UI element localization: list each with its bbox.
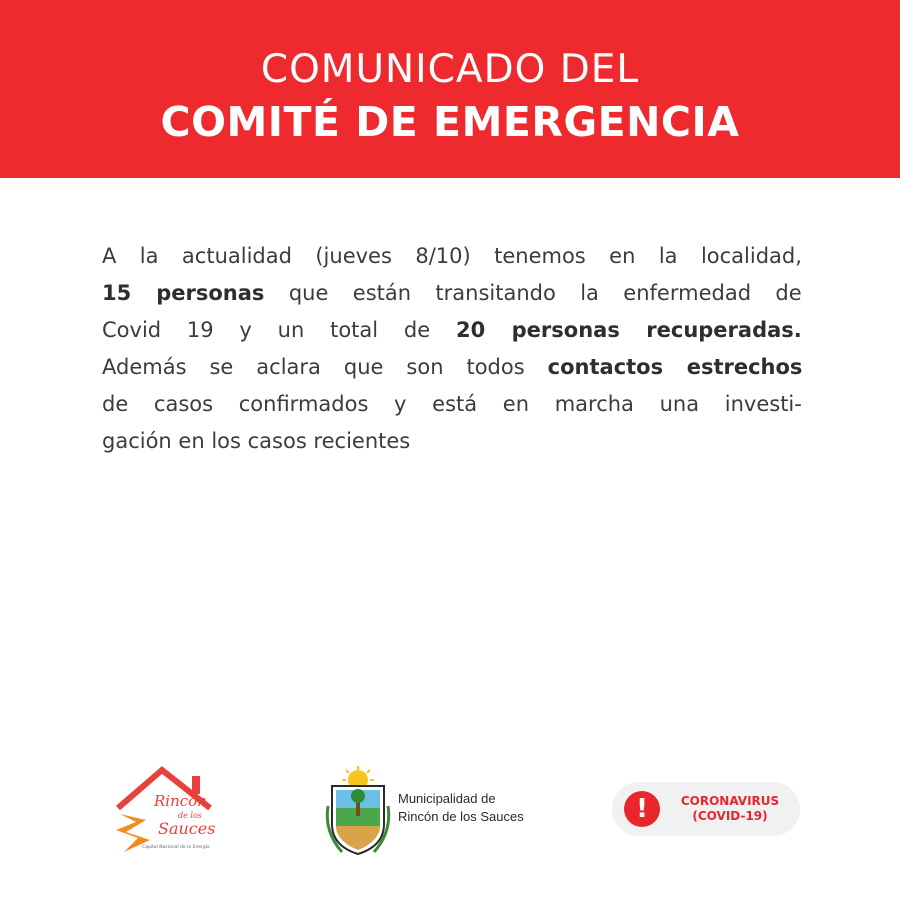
logo-word-sauces: Sauces [158, 819, 216, 838]
recovered-count-bold: 20 personas recuperadas. [455, 318, 802, 342]
body-line-2-text: que están transitando la enfermedad de [264, 281, 802, 305]
announcement-body [102, 238, 802, 460]
header-title-line1: COMUNICADO DEL [260, 47, 640, 92]
body-line-4-text: Además se aclara que son todos [102, 355, 548, 379]
infected-count-bold: 15 personas [102, 281, 265, 305]
coronavirus-label-line1: CORONAVIRUS [680, 794, 780, 808]
municipality-name [398, 790, 524, 826]
body-line-1: A la actualidad (jueves 8/10) tenemos en la localidad, [102, 244, 802, 268]
header-banner [0, 0, 900, 178]
municipality-logo [322, 766, 562, 858]
body-line-3-text: Covid 19 y un total de [102, 318, 456, 342]
logo-word-rincon: Rincón [154, 792, 207, 810]
body-line-4 [102, 349, 802, 386]
coronavirus-label-line2: (COVID-19) [692, 809, 768, 823]
logo-word-delos: de los [178, 811, 202, 820]
close-contacts-bold: contactos estrechos [547, 355, 803, 379]
body-line-3 [102, 312, 802, 349]
rincon-de-los-sauces-logo [112, 762, 222, 858]
coronavirus-label [668, 794, 792, 824]
coronavirus-badge [612, 782, 800, 836]
municipal-shield-icon [322, 766, 394, 858]
header-title-line2: COMITÉ DE EMERGENCIA [160, 98, 740, 146]
alert-exclamation-icon: ! [624, 791, 660, 827]
body-line-2 [102, 275, 802, 312]
house-lightning-icon [112, 762, 222, 858]
body-line-6: gación en los casos recientes [102, 429, 411, 453]
municipality-name-line1: Municipalidad de [398, 791, 496, 806]
body-line-5: de casos confirmados y está en marcha una investi- [102, 392, 802, 416]
municipality-name-line2: Rincón de los Sauces [398, 809, 524, 824]
logo-tagline: Capital Nacional de la Energía [142, 845, 210, 850]
